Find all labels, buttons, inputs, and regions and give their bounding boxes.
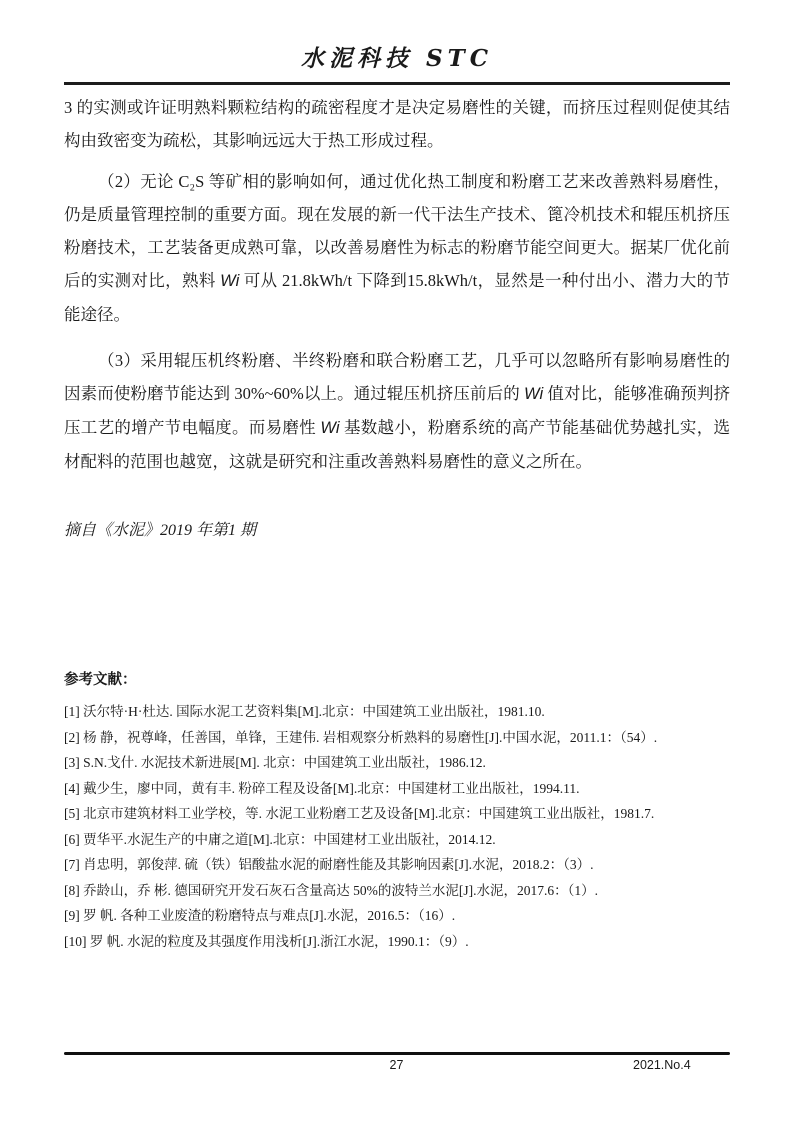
reference-item: [7] 肖忠明，郭俊萍. 硫（铁）铝酸盐水泥的耐磨性能及其影响因素[J].水泥，2018.2：（3）. (64, 857, 594, 872)
reference-item: [8] 乔龄山，乔 彬. 德国研究开发石灰石含量高达 50%的波特兰水泥[J].水泥，2017.6：（1）. (64, 882, 598, 898)
reference-item: [4] 戴少生，廖中同，黄有丰. 粉碎工程及设备[M].北京：中国建材工业出版社，1994.11. (64, 780, 580, 796)
reference-item: [5] 北京市建筑材料工业学校，等. 水泥工业粉磨工艺及设备[M].北京：中国建筑工业出版社，1981.7. (64, 806, 655, 821)
reference-item: [9] 罗 帆. 各种工业废渣的粉磨特点与难点[J].水泥，2016.5：（16）. (64, 908, 456, 923)
reference-item: [6] 贾华平.水泥生产的中庸之道[M].北京：中国建材工业出版社，2014.12. (64, 831, 496, 847)
references-heading: 参考文献： (64, 672, 137, 688)
body-paragraph: （2）无论 C₂S 等矿相的影响如何，通过优化热工制度和粉磨工艺来改善熟料易磨性，仍是质量管理控制的重要方面。现在发展的新一代干法生产技术、篦冷机技术和辊压机挤压粉磨技术，工艺装备更成熟可靠，以改善易磨性为标志的粉磨节能空间更大。据某厂优化前后的实测对比，熟料 Wi 可从 21.8kWh/t 下降到15.8kWh/t，显然是一种付出小、潜力大的节能途径。 (64, 172, 731, 324)
reference-list (64, 699, 730, 954)
page-content (64, 0, 730, 954)
footer-page-number: 27 (389, 1058, 404, 1072)
reference-item: [2] 杨 静，祝尊峰，任善国，单锋，王建伟. 岩相观察分析熟料的易磨性[J].中国水泥，2011.1：（54）. (64, 729, 658, 745)
body-paragraph: 3 的实测或许证明熟料颗粒结构的疏密程度才是决定易磨性的关键，而挤压过程则促使其结构由致密变为疏松，其影响远远大于热工形成过程。 (64, 98, 730, 150)
reference-item: [10] 罗 帆. 水泥的粒度及其强度作用浅析[J].浙江水泥，1990.1：（9）. (64, 933, 469, 949)
source-note: 摘自《水泥》2019 年第1 期 (64, 522, 257, 539)
header-rule (64, 82, 730, 85)
footer-issue-label: 2021.No.4 (633, 1058, 691, 1072)
body-paragraph: （3）采用辊压机终粉磨、半终粉磨和联合粉磨工艺，几乎可以忽略所有影响易磨性的因素而使粉磨节能达到 30%~60%以上。通过辊压机挤压前后的 Wi 值对比，能够准确预判挤压工艺的增产节电幅度。而易磨性 Wi 基数越小，粉磨系统的高产节能基础优势越扎实，选材配料的范围也越宽，这就是研究和注重改善熟料易磨性的意义之所在。 (64, 351, 731, 471)
reference-item: [1] 沃尔特·H·杜达. 国际水泥工艺资料集[M].北京：中国建筑工业出版社，1981.10. (64, 704, 545, 719)
reference-item: [3] S.N.戈什. 水泥技术新进展[M]. 北京：中国建筑工业出版社，1986.12. (64, 755, 486, 770)
footer-rule (64, 1052, 730, 1055)
article-body (64, 91, 730, 478)
journal-title: 水泥科技 STC (300, 45, 494, 72)
